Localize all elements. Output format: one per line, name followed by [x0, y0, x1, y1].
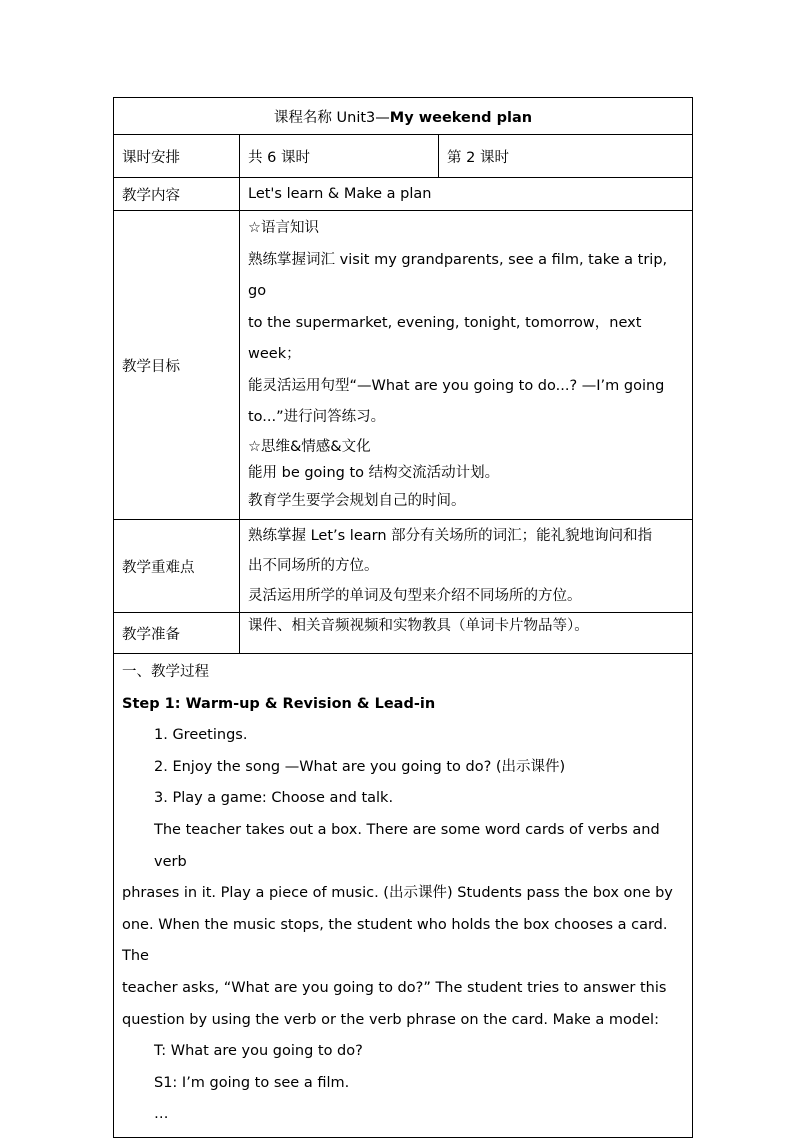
goal-line: 能灵活运用句型“—What are you going to do...? —I’m going	[248, 377, 665, 394]
dialogue-line: …	[154, 1106, 169, 1123]
difficulty-line: 灵活运用所学的单词及句型来介绍不同场所的方位。	[248, 588, 582, 604]
process-item: 3. Play a game: Choose and talk.	[154, 790, 394, 807]
goal-line: to...”进行问答练习。	[248, 409, 386, 425]
paragraph-line: The teacher takes out a box. There are some word cards of verbs and verb	[154, 821, 660, 870]
process-item: 2. Enjoy the song —What are you going to do? (出示课件)	[154, 758, 566, 775]
difficulty-value	[240, 520, 693, 613]
paragraph-line: question by using the verb or the verb phrase on the card. Make a model:	[122, 1011, 659, 1028]
process-item: 1. Greetings.	[154, 727, 248, 744]
preparation-value: 课件、相关音频视频和实物教具（单词卡片物品等）。	[240, 613, 693, 654]
course-title: 课程名称 Unit3—My weekend plan	[114, 98, 693, 135]
goals-row	[114, 211, 693, 520]
hours-label: 课时安排	[114, 135, 240, 178]
content-row	[114, 178, 693, 211]
process-row	[114, 654, 693, 1138]
paragraph-line: one. When the music stops, the student who holds the box chooses a card. The	[122, 916, 668, 965]
difficulty-label: 教学重难点	[114, 520, 240, 613]
lesson-plan	[113, 97, 692, 1138]
paragraph-line: phrases in it. Play a piece of music. (出示课件) Students pass the box one by	[122, 885, 673, 902]
hours-total: 共 6 课时	[240, 135, 439, 178]
goal-line: ☆思维&情感&文化	[248, 438, 371, 455]
step-1-heading: Step 1: Warm-up & Revision & Lead-in	[122, 695, 436, 712]
paragraph-line: teacher asks, “What are you going to do?” The student tries to answer this	[122, 979, 667, 996]
content-value: Let's learn & Make a plan	[240, 178, 693, 211]
content-label: 教学内容	[114, 178, 240, 211]
difficulty-row	[114, 520, 693, 613]
dialogue-line: T: What are you going to do?	[154, 1043, 363, 1060]
dialogue-line: S1: I’m going to see a film.	[154, 1074, 350, 1091]
difficulty-line: 出不同场所的方位。	[248, 558, 379, 574]
process-cell	[114, 654, 693, 1138]
goal-line: 熟练掌握词汇 visit my grandparents, see a film, take a trip, go	[248, 251, 668, 299]
course-title-row	[114, 98, 693, 135]
goals-value	[240, 211, 693, 520]
goals-label: 教学目标	[114, 211, 240, 520]
goal-line: ☆语言知识	[248, 220, 319, 236]
hours-current: 第 2 课时	[439, 135, 693, 178]
preparation-row	[114, 613, 693, 654]
goal-line: 能用 be going to 结构交流活动计划。	[248, 464, 500, 481]
process-heading: 一、教学过程	[122, 664, 209, 680]
goal-line: 教育学生要学会规划自己的时间。	[248, 492, 466, 509]
goal-line: to the supermarket, evening, tonight, tomorrow，next week；	[248, 314, 642, 362]
lesson-plan-table	[113, 97, 693, 1138]
difficulty-line: 熟练掌握 Let’s learn 部分有关场所的词汇；能礼貌地询问和指	[248, 528, 653, 544]
preparation-label: 教学准备	[114, 613, 240, 654]
hours-row	[114, 135, 693, 178]
